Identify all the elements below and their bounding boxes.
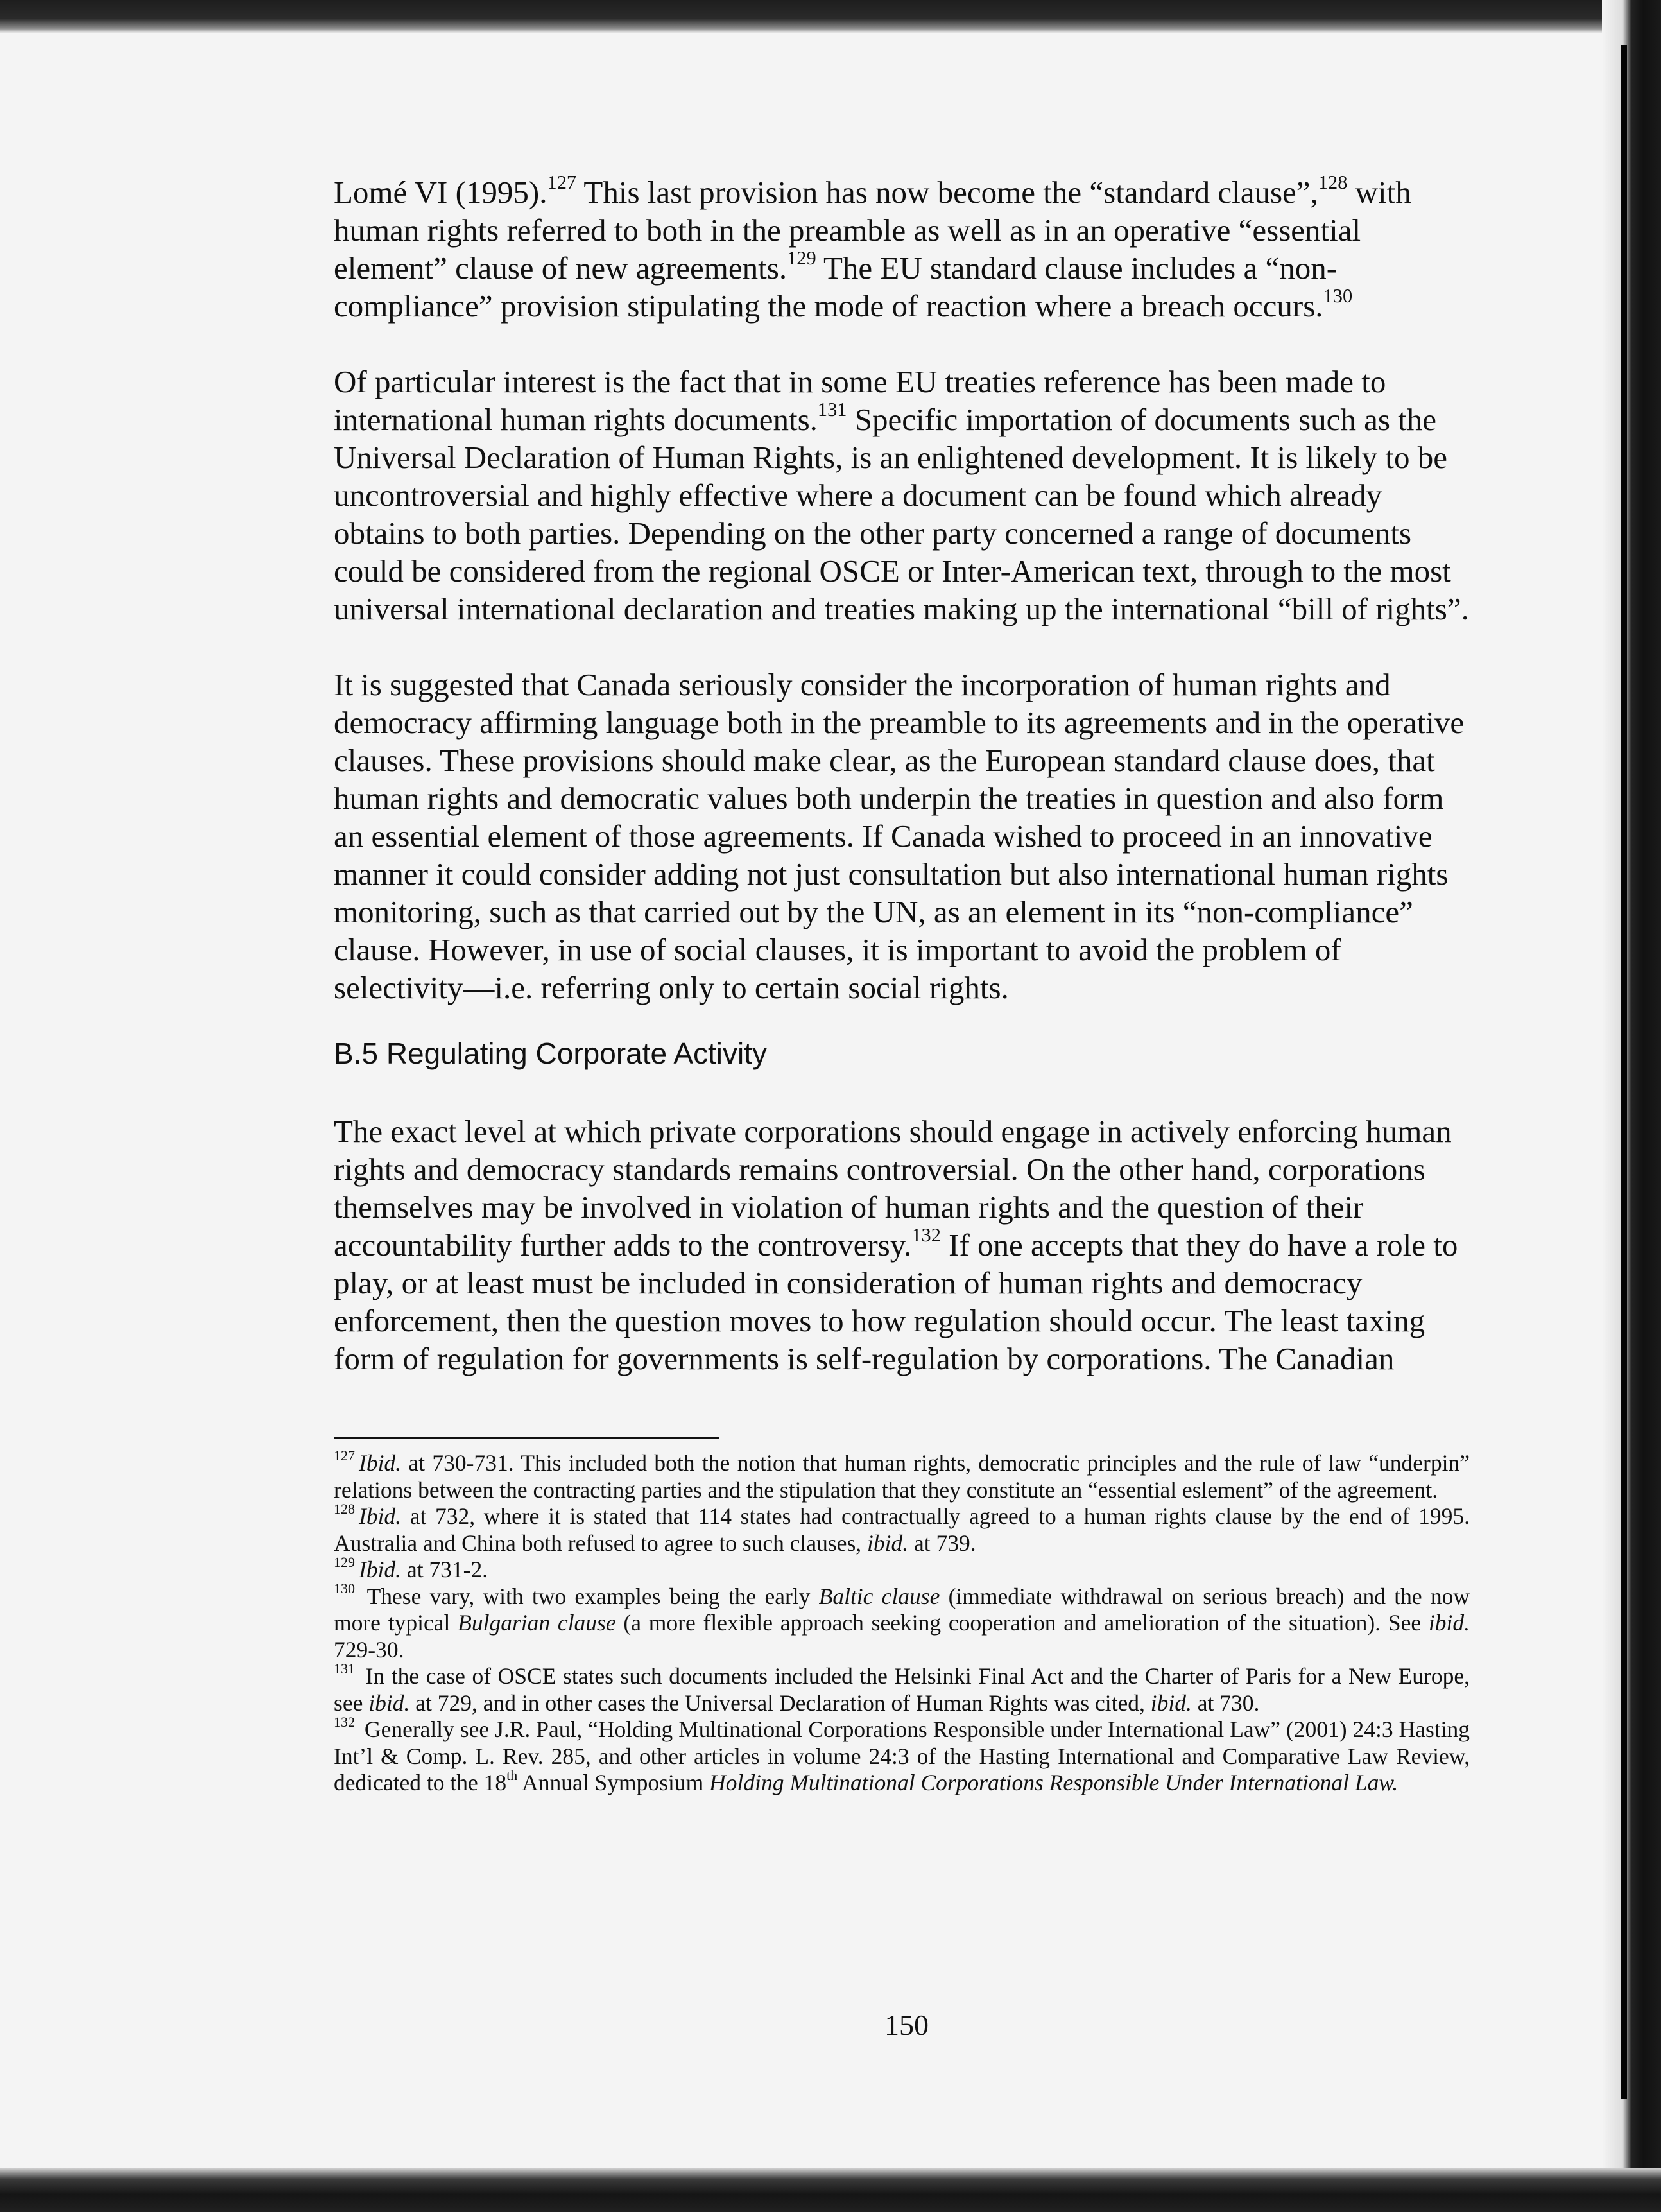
text-run: It is suggested that Canada seriously consider the incorporation of human rights and democracy affirming language both in the preamble to its agreements and in the operative clauses. These provisions should make clear, as the European standard clause does, that human rights and democratic values both underpin the treaties in question and also form an essential element of those agreements. If Canada wished to proceed in an innovative manner it could consider adding not just consultation but also international human rights monitoring, such as that carried out by the UN, as an element in its “non-compliance” clause. However, in use of social clauses, it is important to avoid the problem of selectivity—i.e. referring only to certain social rights. [334, 667, 1465, 1005]
text-run: Lomé VI (1995). [334, 175, 547, 210]
footnotes [334, 1447, 1470, 1797]
italic-text: ibid. [1428, 1610, 1470, 1636]
italic-text: Baltic clause [818, 1583, 940, 1609]
text-run: If one accepts that they do have a role to play, or at least must be included in consideration of human rights and democracy enforcement, then the question moves to how regulation should occur. The least taxing form of regulation for governments is self-regulation by corporations. The Canadian [334, 1227, 1458, 1376]
scan-right-border [1602, 0, 1661, 2212]
text-run: at 730-731. This included both the notion that human rights, democratic principles and the rule of law “underpin” relations between the contracting parties and the stipulation that they constitute an “essential eslement” of the agreement. [334, 1450, 1470, 1503]
text-run: (a more flexible approach seeking cooperation and amelioration of the situation). See [615, 1610, 1429, 1636]
footnote-number: 129 [334, 1553, 355, 1570]
footnote-132 [334, 1713, 1470, 1797]
italic-text: Ibid. [359, 1503, 402, 1529]
footnote-reference: 129 [787, 247, 816, 270]
footnote-reference: 127 [547, 171, 577, 194]
footnote-reference: 130 [1323, 285, 1353, 307]
text-run: at 739. [908, 1530, 976, 1556]
scan-bottom-border [0, 2168, 1661, 2212]
text-run: These vary, with two examples being the early [359, 1583, 819, 1609]
text-run: Generally see J.R. Paul, “Holding Multinational Corporations Responsible under International Law” (2001) 24:3 Hasting Int’l & Comp. L. Rev. 285, and other articles in volume 24:3 of the Hasting International and Comparative Law Review, dedicated to the 18 [334, 1716, 1470, 1795]
paragraph-gap [334, 325, 1470, 363]
footnote-128 [334, 1500, 1470, 1557]
footnote-number: 127 [334, 1447, 355, 1464]
italic-text: Bulgarian clause [458, 1610, 616, 1636]
text-run: at 731-2. [401, 1557, 488, 1582]
footnote-131 [334, 1660, 1470, 1716]
text-run: (immediate withdrawal on serious breach) and the now more typical [334, 1583, 1470, 1636]
text-run: The exact level at which private corporations should engage in actively enforcing human rights and democracy standards remains controversial. On the other hand, corporations themselves may be involved in violation of human rights and the question of their accountability further adds to the controversy. [334, 1114, 1452, 1263]
heading-gap [334, 1073, 1470, 1112]
footnote-number: 131 [334, 1660, 355, 1677]
text-run: Specific importation of documents such as the Universal Declaration of Human Rights, is an enlightened development. It is likely to be uncontroversial and highly effective where a document can be found which already obtains to both parties. Depending on the other party concerned a range of documents could be considered from the regional OSCE or Inter-American text, through to the most universal international declaration and treaties making up the international “bill of rights”. [334, 402, 1469, 626]
text-run: at 730. [1191, 1689, 1260, 1716]
text-run: In the case of OSCE states such documents included the Helsinki Final Act and the Charter of Paris for a New Europe, see [334, 1663, 1470, 1716]
text-run: Of particular interest is the fact that in some EU treaties reference has been made to international human rights documents. [334, 364, 1386, 437]
text-run: This last provision has now become the “standard clause”, [576, 175, 1318, 210]
section-heading: B.5 Regulating Corporate Activity [334, 1037, 768, 1070]
footnote-129 [334, 1553, 1470, 1584]
text-run: with human rights referred to both in the preamble as well as in an operative “essential element” clause of new agreements. [334, 175, 1411, 286]
heading-gap [334, 1007, 1470, 1035]
text-run: Annual Symposium [517, 1770, 710, 1795]
footnote-130 [334, 1580, 1470, 1664]
scan-binding-edge [1621, 45, 1627, 2099]
footnote-reference: th [506, 1767, 518, 1783]
footnote-reference: 132 [911, 1224, 941, 1247]
italic-text: Ibid. [359, 1557, 402, 1582]
text-run: at 732, where it is stated that 114 states had contractually agreed to a human rights clause by the end of 1995. Australia and China both refused to agree to such clauses, [334, 1503, 1470, 1556]
document-page [334, 173, 1470, 1797]
paragraph-gap [334, 628, 1470, 666]
italic-text: ibid. [368, 1689, 410, 1716]
italic-text: Holding Multinational Corporations Responsible Under International Law. [709, 1770, 1399, 1795]
page-number: 150 [884, 2009, 929, 2041]
body-paragraph-3 [334, 666, 1470, 1007]
footnote-reference: 128 [1318, 171, 1348, 194]
body-paragraph-2 [334, 363, 1470, 628]
footnote-number: 132 [334, 1713, 355, 1730]
text-run: at 729, and in other cases the Universal Declaration of Human Rights was cited, [409, 1689, 1151, 1716]
italic-text: ibid. [867, 1530, 909, 1556]
body-paragraph-1 [334, 173, 1470, 325]
text-run: 729-30. [334, 1636, 404, 1663]
italic-text: Ibid. [359, 1450, 402, 1476]
footnote-127 [334, 1447, 1470, 1503]
text-run: The EU standard clause includes a “non-compliance” provision stipulating the mode of reaction where a breach occurs. [334, 250, 1338, 324]
footnote-reference: 131 [817, 399, 847, 421]
footnote-gap [334, 1378, 1470, 1437]
scan-top-border [0, 0, 1661, 33]
italic-text: ibid. [1150, 1689, 1192, 1716]
footnote-number: 128 [334, 1500, 355, 1517]
body-paragraph-4 [334, 1112, 1470, 1378]
footnote-number: 130 [334, 1580, 355, 1597]
